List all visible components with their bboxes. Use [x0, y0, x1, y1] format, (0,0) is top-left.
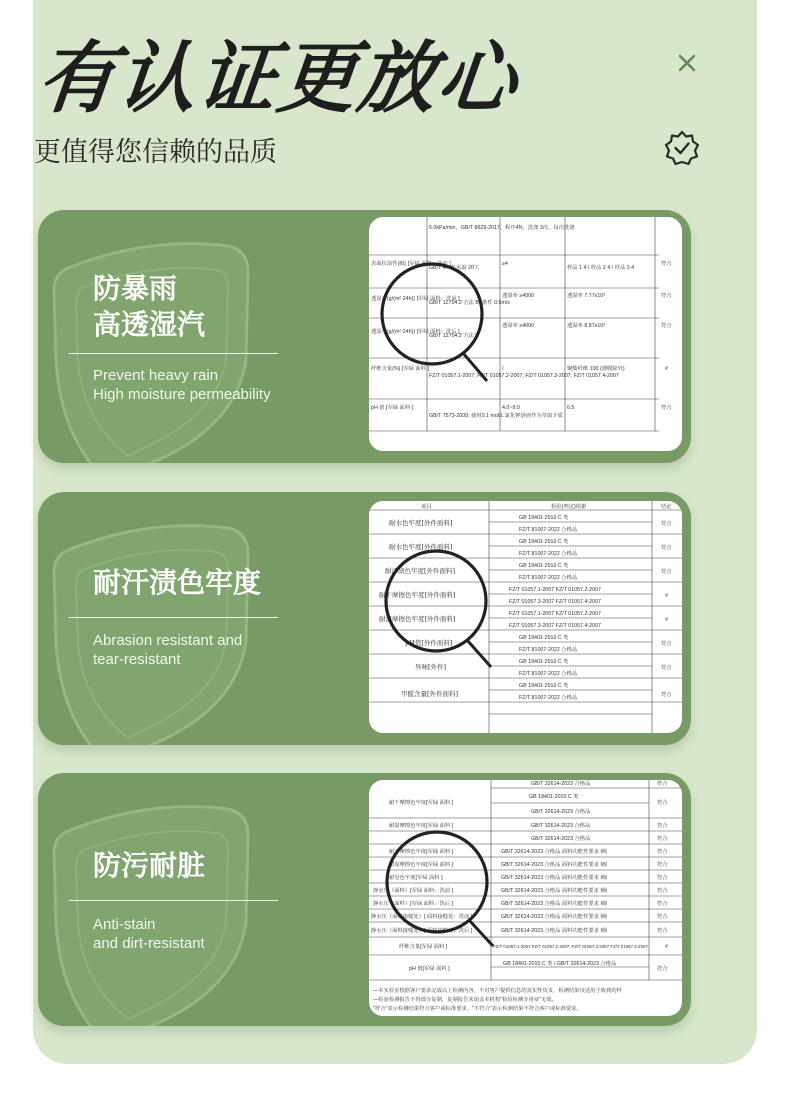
report-row — [379, 611, 668, 629]
svg-text:耐水色牢度[外件面料]: 耐水色牢度[外件面料] — [389, 543, 453, 551]
svg-text:GB 18401-2010 C 类: GB 18401-2010 C 类 — [519, 683, 569, 689]
svg-text:耐湿摩擦色牢度[军绿 面料 ]: 耐湿摩擦色牢度[军绿 面料 ] — [389, 823, 454, 829]
svg-text:符合: 符合 — [657, 823, 668, 829]
svg-text:符合: 符合 — [661, 665, 672, 671]
test-report-table — [369, 217, 682, 451]
svg-text:透湿率(g/(m²·24h)) [军绿 面料：洗后 ]: 透湿率(g/(m²·24h)) [军绿 面料：洗后 ] — [371, 329, 460, 335]
svg-text:/: / — [502, 366, 504, 372]
svg-text:FZ/T 01057.1-2007 FZ/T 01057.2: FZ/T 01057.1-2007 FZ/T 01057.2-2007; FZ/T 01057.3-2007 FZ/T 01057.4-2007 — [493, 944, 648, 949]
svg-text:符合: 符合 — [657, 836, 668, 842]
report-row — [371, 291, 672, 306]
svg-text:符合: 符合 — [657, 901, 668, 907]
svg-text:GB 18401-2010 C 类: GB 18401-2010 C 类 — [529, 794, 579, 800]
svg-text:异味[外件]: 异味[外件] — [415, 663, 447, 671]
report-row — [373, 886, 668, 894]
svg-text:GB/T 4745 水温 20℃: GB/T 4745 水温 20℃ — [429, 265, 480, 271]
svg-text:4.0~9.0: 4.0~9.0 — [502, 405, 520, 411]
svg-text:6.0kPa/min、GB/T 8629-2017、程序4N: 6.0kPa/min、GB/T 8629-2017、程序4N、洗涤 3次，每次洗涤 — [429, 225, 575, 231]
svg-text:GB/T 32614-2023 合格品: GB/T 32614-2023 合格品 — [531, 836, 591, 842]
report-head: 检验(判定)依据 — [551, 504, 587, 510]
svg-text:GB 18401-2010 C 类 / GB/T 32614: GB 18401-2010 C 类 / GB/T 32614-2023 合格品 — [503, 961, 617, 967]
card-subtitle-line: and dirt-resistant — [93, 935, 205, 952]
magnifier-circle — [386, 551, 486, 651]
divider — [69, 900, 278, 901]
feature-card-rainproof — [38, 210, 691, 463]
report-row — [371, 321, 672, 339]
svg-text:GB/T 32614-2023 合格品 面料功能性要求 Ⅰ级: GB/T 32614-2023 合格品 面料功能性要求 Ⅰ级 — [501, 849, 608, 855]
svg-text:符合: 符合 — [657, 966, 668, 972]
feature-card-sweat-fastness — [38, 492, 691, 745]
card-title-line: 防污耐脏 — [93, 849, 206, 882]
report-row — [531, 780, 668, 787]
svg-text:GB/T 32614-2023 合格品 面料功能性要求 Ⅰ级: GB/T 32614-2023 合格品 面料功能性要求 Ⅰ级 — [501, 875, 608, 881]
svg-text:甲醛含量[外件面料]: 甲醛含量[外件面料] — [401, 690, 459, 698]
svg-text:GB 18401-2010 C 类: GB 18401-2010 C 类 — [519, 563, 569, 569]
report-note: —本实验室根据客户要求完成以上检测内容，不对客户提供信息的真实性负责，检测结果仅适用于收到的样 — [373, 988, 622, 994]
svg-text:表面抗湿性(级) [军绿 面料：洗前 ]: 表面抗湿性(级) [军绿 面料：洗前 ] — [371, 261, 451, 267]
test-report-image — [369, 501, 682, 733]
svg-text:符合: 符合 — [661, 405, 672, 411]
test-report-image — [369, 780, 682, 1016]
svg-text:透湿率(g/(m²·24h)) [军绿 面料：洗前 ]: 透湿率(g/(m²·24h)) [军绿 面料：洗前 ] — [371, 296, 460, 302]
svg-text:GB/T 32614-2023 合格品: GB/T 32614-2023 合格品 — [531, 781, 591, 787]
svg-text:#: # — [665, 944, 668, 950]
report-row — [371, 912, 668, 920]
report-row — [531, 807, 591, 815]
shield-icon — [38, 492, 288, 745]
report-row — [385, 561, 672, 581]
svg-text:GB/T 32614-2023 合格品: GB/T 32614-2023 合格品 — [531, 823, 591, 829]
svg-text:GB 18401-2010 C 类: GB 18401-2010 C 类 — [519, 635, 569, 641]
report-note: "符合"表示检测结果符合客户或标准要求，"不符合"表示检测结果不符合客户或标准要求。 — [373, 1006, 582, 1012]
svg-text:GB 18401-2010 C 类: GB 18401-2010 C 类 — [519, 659, 569, 665]
svg-text:透湿率 ≥4000: 透湿率 ≥4000 — [502, 293, 535, 299]
svg-text:透湿率 7.77x10³: 透湿率 7.77x10³ — [567, 293, 605, 299]
svg-text:耐汗渍色牢度[外件面料]: 耐汗渍色牢度[外件面料] — [385, 567, 456, 575]
report-row — [399, 942, 668, 950]
svg-text:聚酯纤维 100 (薄膜除外): 聚酯纤维 100 (薄膜除外) — [567, 366, 625, 372]
svg-text:符合: 符合 — [657, 875, 668, 881]
svg-text:样品 1 4 / 样品 2 4 / 样品 3 4: 样品 1 4 / 样品 2 4 / 样品 3 4 — [567, 265, 635, 271]
svg-text:FZ/T 81007-2022 合格品: FZ/T 81007-2022 合格品 — [519, 527, 578, 533]
svg-text:GB/T 32614-2023 合格品: GB/T 32614-2023 合格品 — [531, 809, 591, 815]
report-row — [409, 959, 668, 972]
svg-text:#: # — [665, 617, 668, 623]
svg-text:GB/T 32614-2023 合格品 面料功能性要求 Ⅰ级: GB/T 32614-2023 合格品 面料功能性要求 Ⅰ级 — [501, 888, 608, 894]
svg-text:符合: 符合 — [661, 569, 672, 575]
svg-text:FZ/T 81007-2022 合格品: FZ/T 81007-2022 合格品 — [519, 575, 578, 581]
magnifier-circle — [382, 264, 482, 364]
svg-text:符合: 符合 — [657, 888, 668, 894]
svg-text:GB/T 32614-2023 合格品 面料功能性要求 Ⅰ级: GB/T 32614-2023 合格品 面料功能性要求 Ⅰ级 — [501, 914, 608, 920]
report-row — [389, 873, 668, 881]
close-icon[interactable] — [672, 48, 702, 78]
svg-text:GB 18401-2010 C 类: GB 18401-2010 C 类 — [519, 539, 569, 545]
report-row — [373, 899, 668, 907]
svg-text:符合: 符合 — [657, 800, 668, 806]
svg-text:符合: 符合 — [661, 692, 672, 698]
svg-text:静水压（面料）[军绿 面料：洗前 ]: 静水压（面料）[军绿 面料：洗前 ] — [373, 888, 454, 894]
report-row — [389, 537, 672, 557]
report-note: —检验检测报告不得部分复制，复制报告未加盖本机构"检验检测专用章"无效。 — [373, 997, 557, 1003]
svg-text:≥4: ≥4 — [502, 261, 508, 267]
card-subtitle-line: tear-resistant — [93, 651, 181, 668]
svg-text:FZ/T 01057.1-2007; FZ/T 01057.: FZ/T 01057.1-2007; FZ/T 01057.2-2007; FZ/T 01057.3-2007; FZ/T 01057.4-2007 — [429, 373, 619, 379]
svg-text:透湿率 8.87x10³: 透湿率 8.87x10³ — [567, 323, 605, 329]
test-report-table — [369, 501, 682, 733]
svg-text:纤维含量[军绿 面料 ]: 纤维含量[军绿 面料 ] — [399, 944, 448, 950]
magnifier-handle — [467, 640, 491, 667]
svg-text:耐干摩擦色牢度[军绿 面料 ]: 耐干摩擦色牢度[军绿 面料 ] — [389, 800, 454, 806]
divider — [69, 617, 278, 618]
svg-text:静水压（面料接缝处）[ 面料接缝处：洗后 ]: 静水压（面料接缝处）[ 面料接缝处：洗后 ] — [371, 928, 473, 934]
svg-text:符合: 符合 — [661, 521, 672, 527]
svg-text:FZ/T 81007-2022 合格品: FZ/T 81007-2022 合格品 — [519, 647, 578, 653]
report-row — [371, 403, 672, 419]
hero-title: 有认证更放心 — [33, 34, 523, 124]
svg-text:符合: 符合 — [657, 849, 668, 855]
test-report-image — [369, 217, 682, 451]
report-row — [389, 792, 668, 806]
card-title-line: 高透湿汽 — [93, 308, 206, 341]
report-row — [389, 847, 668, 855]
svg-text:静水压（面料接缝处）[ 面料接缝处：洗前 ]: 静水压（面料接缝处）[ 面料接缝处：洗前 ] — [371, 914, 473, 920]
card-title-line: 耐汗渍色牢度 — [93, 566, 262, 599]
svg-text:耐湿摩擦色牢度[军绿 面料 ]: 耐湿摩擦色牢度[军绿 面料 ] — [389, 862, 454, 868]
svg-text:FZ/T 81007-2022 合格品: FZ/T 81007-2022 合格品 — [519, 695, 578, 701]
report-row — [389, 513, 672, 533]
svg-text:#: # — [665, 366, 668, 372]
svg-text:GB/T 32614-2023 合格品 面料功能性要求 Ⅰ级: GB/T 32614-2023 合格品 面料功能性要求 Ⅰ级 — [501, 862, 608, 868]
test-report-table — [369, 780, 682, 1016]
svg-text:GB/T 12704.2 方法 B, 条件 0.5m/s: GB/T 12704.2 方法 B, 条件 0.5m/s — [429, 300, 510, 306]
report-row — [389, 860, 668, 868]
svg-text:符合: 符合 — [661, 293, 672, 299]
report-row — [389, 821, 668, 829]
svg-text:pH 值[军绿 面料 ]: pH 值[军绿 面料 ] — [409, 966, 450, 972]
card-title-line: 防暴雨 — [93, 272, 178, 305]
svg-text:符合: 符合 — [661, 261, 672, 267]
report-row — [531, 834, 668, 842]
svg-text:GB/T 7573-2009, 使用0.1 mol/L 氯化: GB/T 7573-2009, 使用0.1 mol/L 氯化钾溶液作为萃取介质 — [429, 413, 563, 419]
svg-text:pH 值 [军绿 面料 ]: pH 值 [军绿 面料 ] — [371, 405, 414, 411]
svg-text:耐皂色牢度[军绿 面料 ]: 耐皂色牢度[军绿 面料 ] — [389, 875, 443, 881]
card-subtitle-line: Prevent heavy rain — [93, 367, 219, 384]
card-subtitle-line: High moisture permeability — [93, 386, 271, 403]
svg-text:FZ/T 81007-2022 合格品: FZ/T 81007-2022 合格品 — [519, 551, 578, 557]
svg-text:6.5: 6.5 — [567, 405, 575, 411]
report-row — [429, 223, 575, 231]
svg-text:FZ/T 81007-2022 合格品: FZ/T 81007-2022 合格品 — [519, 671, 578, 677]
hero-subtitle: 更值得您信赖的品质 — [34, 137, 277, 168]
svg-text:GB 18401-2010 C 类: GB 18401-2010 C 类 — [519, 515, 569, 521]
report-row — [415, 657, 672, 677]
svg-text:耐水色牢度[外件面料]: 耐水色牢度[外件面料] — [389, 519, 453, 527]
report-row — [379, 587, 668, 605]
svg-text:符合: 符合 — [661, 641, 672, 647]
svg-text:纤维含量(%) [军绿 面料 ]: 纤维含量(%) [军绿 面料 ] — [371, 366, 429, 372]
svg-text:FZ/T 01057.1-2007 FZ/T 01057.2: FZ/T 01057.1-2007 FZ/T 01057.2-2007 — [509, 611, 601, 617]
svg-text:符合: 符合 — [657, 781, 668, 787]
svg-text:耐干摩擦色牢度[外件面料]: 耐干摩擦色牢度[外件面料] — [379, 591, 456, 599]
card-subtitle-line: Abrasion resistant and — [93, 632, 243, 649]
svg-text:符合: 符合 — [657, 928, 668, 934]
svg-text:GB/T 32614-2023 合格品 面料功能性要求 Ⅰ级: GB/T 32614-2023 合格品 面料功能性要求 Ⅰ级 — [501, 928, 608, 934]
svg-text:FZ/T 01057.1-2007 FZ/T 01057.2: FZ/T 01057.1-2007 FZ/T 01057.2-2007 — [509, 587, 601, 593]
divider — [69, 353, 278, 354]
report-row — [401, 681, 672, 701]
svg-text:透湿率 ≥4000: 透湿率 ≥4000 — [502, 323, 535, 329]
svg-text:静水压（面料）[军绿 面料：洗后 ]: 静水压（面料）[军绿 面料：洗后 ] — [373, 901, 454, 907]
report-head: 项目 — [421, 504, 432, 510]
svg-text:pH值[外件面料]: pH值[外件面料] — [405, 639, 453, 647]
report-row — [371, 364, 668, 379]
svg-text:#: # — [665, 593, 668, 599]
report-head: 结论 — [661, 504, 672, 510]
svg-text:GB/T 12704.2 方法 B: GB/T 12704.2 方法 B — [429, 333, 479, 339]
svg-text:符合: 符合 — [657, 862, 668, 868]
svg-text:GB/T 32614-2023 合格品 面料功能性要求 Ⅰ级: GB/T 32614-2023 合格品 面料功能性要求 Ⅰ级 — [501, 901, 608, 907]
svg-text:FZ/T 01057.3-2007 FZ/T 01057.4: FZ/T 01057.3-2007 FZ/T 01057.4-2007 — [509, 623, 601, 629]
feature-card-anti-stain — [38, 773, 691, 1026]
magnifier-handle — [469, 920, 493, 946]
svg-text:FZ/T 01057.3-2007 FZ/T 01057.4: FZ/T 01057.3-2007 FZ/T 01057.4-2007 — [509, 599, 601, 605]
svg-text:耐湿摩擦色牢度[外件面料]: 耐湿摩擦色牢度[外件面料] — [379, 615, 456, 623]
verified-badge-icon — [664, 130, 700, 166]
svg-text:符合: 符合 — [661, 323, 672, 329]
svg-text:符合: 符合 — [661, 545, 672, 551]
svg-text:耐干摩擦色牢度[军绿 面料 ]: 耐干摩擦色牢度[军绿 面料 ] — [389, 849, 454, 855]
card-subtitle-line: Anti-stain — [93, 916, 156, 933]
svg-text:符合: 符合 — [657, 914, 668, 920]
